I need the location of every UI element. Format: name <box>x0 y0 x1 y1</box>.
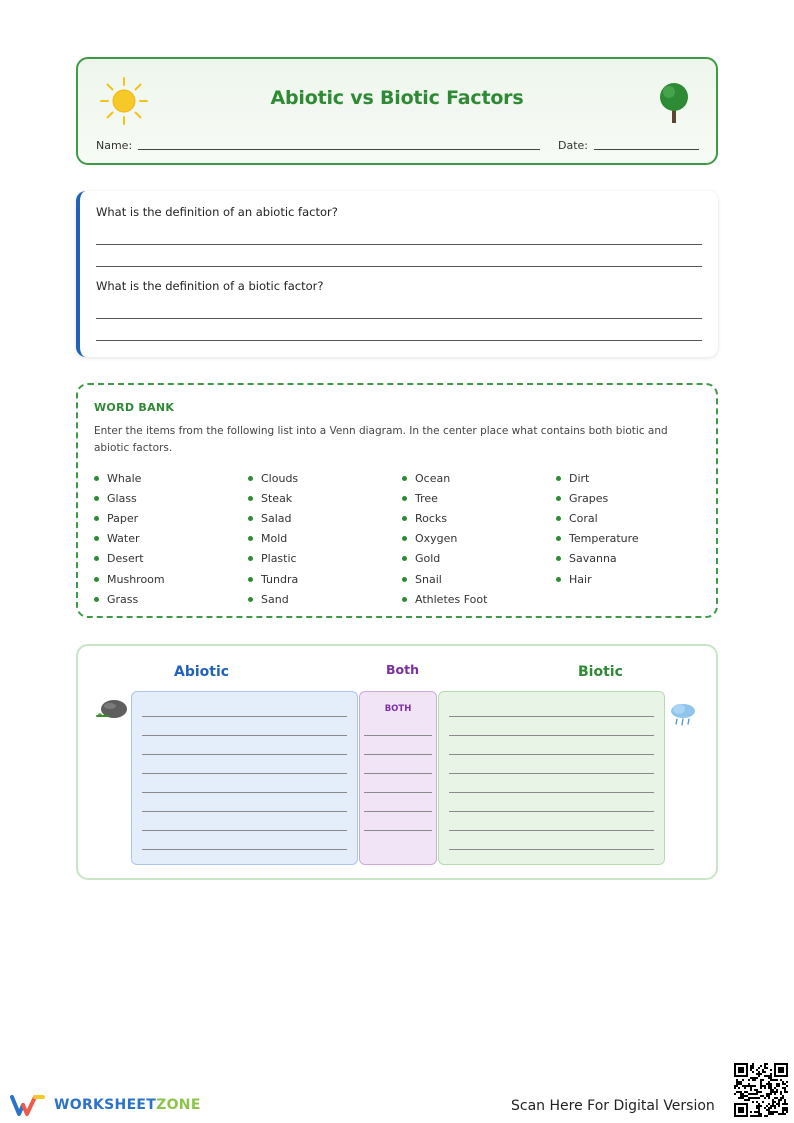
writing-line <box>142 735 347 736</box>
word-bank-word: Salad <box>261 511 292 525</box>
word-bank-instructions: Enter the items from the following list into a Venn diagram. In the center place what contains both biotic and abiotic factors. <box>94 425 668 454</box>
word-bank-item <box>248 508 398 528</box>
word-bank-item <box>248 589 398 609</box>
word-bank-word: Water <box>107 532 140 546</box>
word-bank-item <box>402 468 552 488</box>
word-bank-word: Clouds <box>261 471 299 485</box>
word-bank-word: Mushroom <box>107 572 165 586</box>
word-bank-word: Glass <box>107 491 137 505</box>
word-bank-item <box>94 589 244 609</box>
word-bank-item <box>556 549 706 569</box>
bullet-icon <box>94 577 99 582</box>
writing-line <box>142 773 347 774</box>
answer-line[interactable] <box>96 318 702 319</box>
question-abiotic: What is the definition of an abiotic factor? <box>96 205 338 219</box>
word-bank-word: Desert <box>107 552 144 566</box>
answer-line[interactable] <box>96 340 702 341</box>
bullet-icon <box>402 476 407 481</box>
writing-line <box>364 792 432 793</box>
word-bank-title: WORD BANK <box>94 401 175 414</box>
bullet-icon <box>556 476 561 481</box>
word-bank-item <box>402 569 552 589</box>
rain-cloud-icon <box>668 700 698 730</box>
word-bank-word: Hair <box>569 572 592 586</box>
writing-line <box>449 811 654 812</box>
worksheetzone-logo[interactable] <box>10 1092 201 1118</box>
bullet-icon <box>556 577 561 582</box>
word-bank-item <box>402 488 552 508</box>
word-bank-word: Grapes <box>569 491 609 505</box>
logo-text <box>54 1097 201 1113</box>
word-bank-item <box>402 529 552 549</box>
word-bank-word: Coral <box>569 511 598 525</box>
word-bank-item <box>402 589 552 609</box>
bullet-icon <box>402 516 407 521</box>
name-field[interactable] <box>138 149 540 150</box>
writing-line <box>449 849 654 850</box>
bullet-icon <box>556 516 561 521</box>
word-bank-word: Gold <box>415 552 441 566</box>
writing-line <box>364 830 432 831</box>
word-bank-item <box>94 529 244 549</box>
bullet-icon <box>248 597 253 602</box>
word-bank-item <box>556 508 706 528</box>
word-bank-word: Tree <box>415 491 438 505</box>
word-bank-column <box>402 468 552 609</box>
writing-line <box>449 830 654 831</box>
writing-line <box>364 773 432 774</box>
bullet-icon <box>402 556 407 561</box>
logo-icon <box>10 1093 46 1117</box>
word-bank-word: Ocean <box>415 471 451 485</box>
word-bank-word: Paper <box>107 511 139 525</box>
word-bank <box>76 383 718 618</box>
writing-line <box>449 735 654 736</box>
word-bank-item <box>556 569 706 589</box>
word-bank-word: Dirt <box>569 471 590 485</box>
word-bank-item <box>94 488 244 508</box>
word-bank-item <box>248 529 398 549</box>
answer-line[interactable] <box>96 244 702 245</box>
both-inner-label: BOTH <box>384 704 412 714</box>
bullet-icon <box>94 516 99 521</box>
venn-diagram <box>76 644 718 880</box>
bullet-icon <box>94 536 99 541</box>
abiotic-heading: Abiotic <box>174 664 230 680</box>
bullet-icon <box>556 536 561 541</box>
bullet-icon <box>94 476 99 481</box>
word-bank-word: Tundra <box>261 572 299 586</box>
tree-icon <box>656 79 692 125</box>
bullet-icon <box>248 536 253 541</box>
word-bank-item <box>94 569 244 589</box>
word-bank-item <box>94 549 244 569</box>
both-area[interactable] <box>359 691 437 865</box>
word-bank-column <box>94 468 244 609</box>
bullet-icon <box>402 577 407 582</box>
writing-line <box>449 716 654 717</box>
word-bank-word: Snail <box>415 572 442 586</box>
writing-line <box>142 849 347 850</box>
date-field[interactable] <box>594 149 699 150</box>
writing-line <box>449 754 654 755</box>
both-heading: Both <box>386 662 419 677</box>
word-bank-word: Grass <box>107 592 139 606</box>
writing-line <box>142 716 347 717</box>
writing-line <box>364 735 432 736</box>
word-bank-column <box>248 468 398 609</box>
word-bank-item <box>402 508 552 528</box>
logo-text-part1: WORKSHEET <box>54 1097 157 1113</box>
bullet-icon <box>94 597 99 602</box>
word-bank-word: Steak <box>261 491 293 505</box>
biotic-heading: Biotic <box>578 664 623 680</box>
bullet-icon <box>556 556 561 561</box>
word-bank-item <box>248 488 398 508</box>
word-bank-item <box>94 508 244 528</box>
word-bank-item <box>402 549 552 569</box>
bullet-icon <box>248 476 253 481</box>
date-label: Date: <box>558 139 588 152</box>
writing-line <box>142 754 347 755</box>
bullet-icon <box>402 496 407 501</box>
bullet-icon <box>248 496 253 501</box>
word-bank-word: Rocks <box>415 511 448 525</box>
word-bank-word: Temperature <box>569 532 639 546</box>
bullet-icon <box>402 597 407 602</box>
word-bank-item <box>248 468 398 488</box>
biotic-area[interactable] <box>438 691 665 865</box>
logo-text-part2: ZONE <box>156 1097 201 1113</box>
word-bank-item <box>556 529 706 549</box>
page-title: Abiotic vs Biotic Factors <box>270 87 524 109</box>
word-bank-item <box>248 549 398 569</box>
header-card <box>76 57 718 165</box>
bullet-icon <box>248 516 253 521</box>
definitions-card <box>76 191 718 357</box>
word-bank-word: Oxygen <box>415 532 458 546</box>
word-bank-item <box>94 468 244 488</box>
word-bank-item <box>556 488 706 508</box>
word-bank-column <box>556 468 706 589</box>
word-bank-word: Athletes Foot <box>415 592 488 606</box>
writing-line <box>449 773 654 774</box>
abiotic-area[interactable] <box>131 691 358 865</box>
rock-icon <box>94 696 128 720</box>
answer-line[interactable] <box>96 266 702 267</box>
writing-line <box>142 811 347 812</box>
word-bank-word: Savanna <box>569 552 617 566</box>
name-label: Name: <box>96 139 133 152</box>
writing-line <box>449 792 654 793</box>
bullet-icon <box>556 496 561 501</box>
bullet-icon <box>248 556 253 561</box>
word-bank-word: Plastic <box>261 552 297 566</box>
bullet-icon <box>94 496 99 501</box>
writing-line <box>142 830 347 831</box>
bullet-icon <box>248 577 253 582</box>
writing-line <box>364 811 432 812</box>
word-bank-word: Mold <box>261 532 288 546</box>
word-bank-word: Whale <box>107 471 142 485</box>
writing-line <box>364 754 432 755</box>
bullet-icon <box>402 536 407 541</box>
writing-line <box>142 792 347 793</box>
question-biotic: What is the definition of a biotic factor? <box>96 279 324 293</box>
word-bank-item <box>248 569 398 589</box>
word-bank-word: Sand <box>261 592 289 606</box>
word-bank-item <box>556 468 706 488</box>
bullet-icon <box>94 556 99 561</box>
scan-instruction: Scan Here For Digital Version <box>511 1098 715 1114</box>
qr-code-icon[interactable] <box>734 1063 788 1117</box>
